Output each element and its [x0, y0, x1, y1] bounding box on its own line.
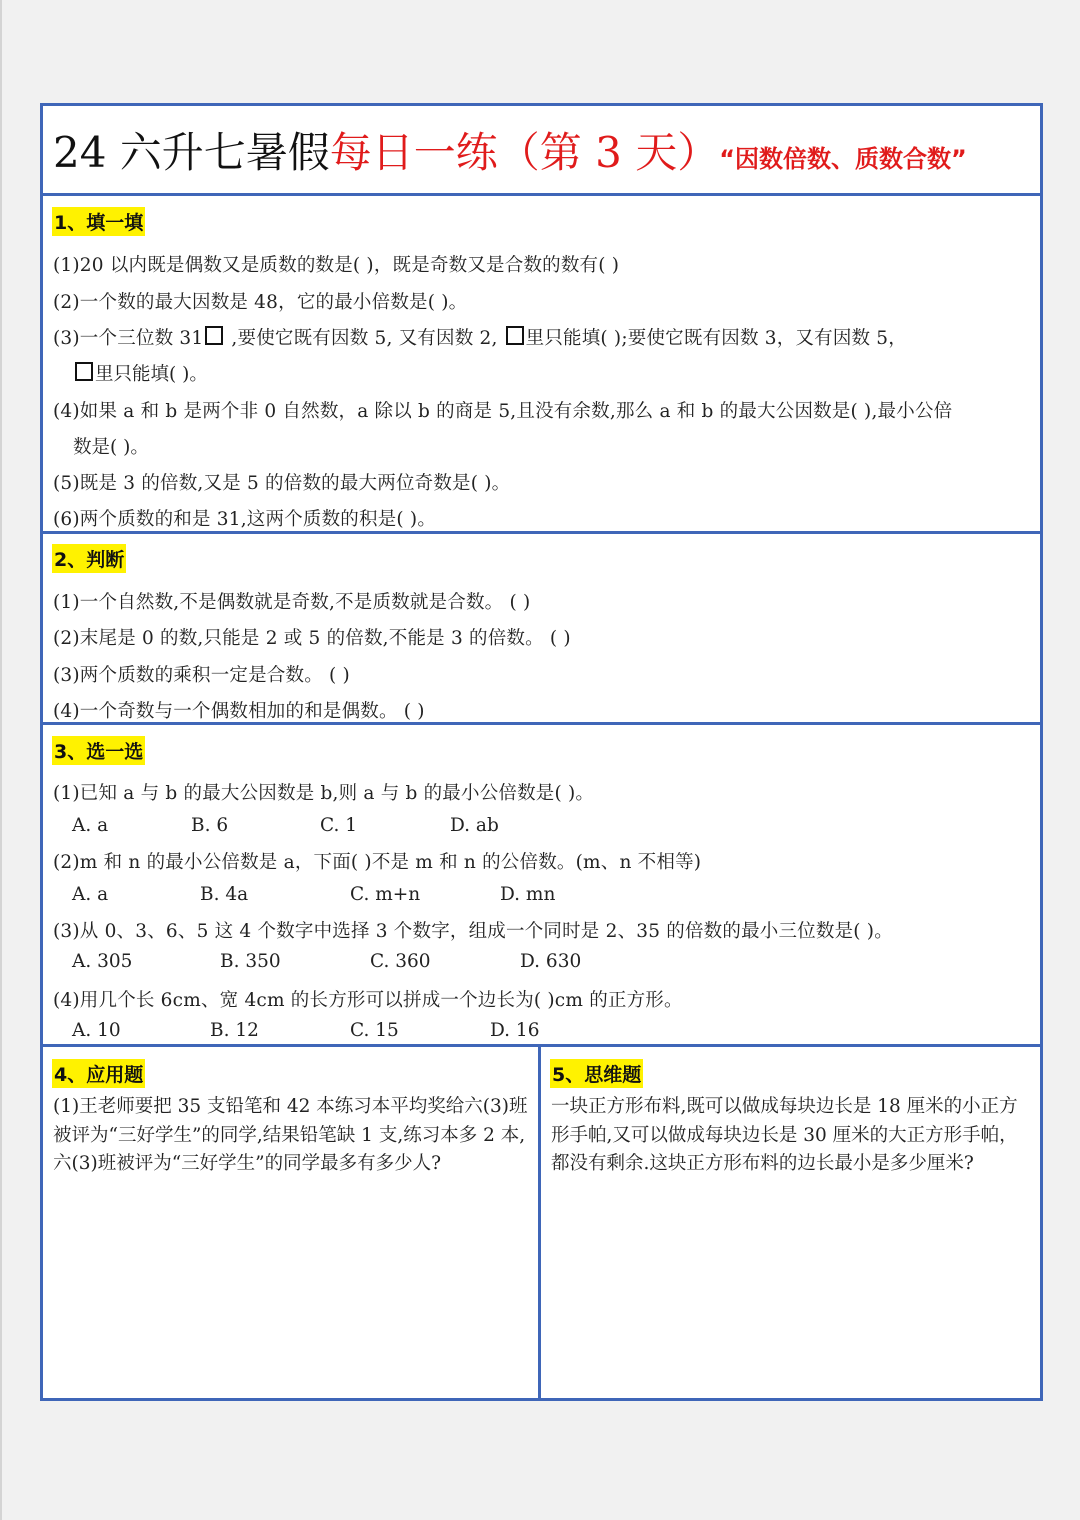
option: D. ab: [450, 815, 499, 836]
option: C. m+n: [350, 884, 421, 905]
worksheet: [40, 103, 1043, 1401]
option: C. 360: [370, 951, 431, 972]
section-heading-4: 4、应用题: [52, 1059, 145, 1088]
title-red: 每日一练（第 3 天）: [329, 128, 720, 177]
divider: [43, 1044, 1040, 1047]
question: (1)已知 a 与 b 的最大公因数是 b,则 a 与 b 的最小公倍数是( )。: [53, 783, 595, 804]
problem-text: (1)王老师要把 35 支铅笔和 42 本练习本平均奖给六(3)班被评为“三好学生”的同学,结果铅笔缺 1 支,练习本多 2 本,六(3)班被评为“三好学生”的同学最多有多少人?: [53, 1096, 528, 1174]
question: 数是( )。: [73, 437, 149, 458]
question: (2)m 和 n 的最小公倍数是 a，下面( )不是 m 和 n 的公倍数。(m、n 不相等): [53, 852, 702, 873]
question: (3)两个质数的乘积一定是合数。 ( ): [53, 665, 350, 686]
divider: [43, 722, 1040, 725]
section-heading-1: 1、填一填: [52, 207, 145, 236]
title-subtitle: “因数倍数、质数合数”: [719, 145, 967, 173]
question: (3)从 0、3、6、5 这 4 个数字中选择 3 个数字，组成一个同时是 2、35 的倍数的最小三位数是( )。: [53, 921, 893, 942]
question: [53, 324, 907, 350]
question-part: 里只能填( )。: [95, 364, 208, 385]
option: D. mn: [500, 884, 556, 905]
question: (2)末尾是 0 的数,只能是 2 或 5 的倍数,不能是 3 的倍数。 ( ): [53, 628, 571, 649]
blank-box-icon: [506, 326, 524, 345]
section-heading-3: 3、选一选: [52, 736, 145, 765]
option: A. 10: [72, 1020, 121, 1041]
option: B. 6: [191, 815, 229, 836]
question: (1)一个自然数,不是偶数就是奇数,不是质数就是合数。 ( ): [53, 592, 531, 613]
section-heading-5: 5、思维题: [550, 1059, 643, 1088]
option: B. 12: [210, 1020, 259, 1041]
question: (2)一个数的最大因数是 48，它的最小倍数是( )。: [53, 292, 468, 313]
option: A. a: [72, 884, 109, 905]
option: D. 16: [490, 1020, 540, 1041]
blank-box-icon: [75, 362, 93, 381]
option: C. 15: [350, 1020, 399, 1041]
option: B. 350: [220, 951, 281, 972]
title-black: 24 六升七暑假: [53, 128, 330, 177]
question: (5)既是 3 的倍数,又是 5 的倍数的最大两位奇数是( )。: [53, 473, 511, 494]
page-edge-line: [0, 0, 2, 1520]
question-part: 里只能填( );要使它既有因数 3，又有因数 5，: [525, 328, 907, 349]
question: (1)20 以内既是偶数又是质数的数是( )，既是奇数又是合数的数有( ): [53, 255, 620, 276]
section-heading-2: 2、判断: [52, 544, 126, 573]
question: (6)两个质数的和是 31,这两个质数的积是( )。: [53, 509, 437, 530]
option: D. 630: [520, 951, 582, 972]
question: [73, 360, 208, 386]
question-part: (3)一个三位数 31: [53, 328, 204, 349]
divider: [43, 193, 1040, 196]
question: (4)用几个长 6cm、宽 4cm 的长方形可以拼成一个边长为( )cm 的正方形。: [53, 990, 683, 1011]
blank-box-icon: [205, 326, 223, 345]
divider: [43, 531, 1040, 534]
question: (4)一个奇数与一个偶数相加的和是偶数。 ( ): [53, 701, 425, 722]
option: C. 1: [320, 815, 358, 836]
question-part: ,要使它既有因数 5, 又有因数 2,: [225, 328, 504, 349]
problem-text: 一块正方形布料,既可以做成每块边长是 18 厘米的小正方形手帕,又可以做成每块边长是 30 厘米的大正方形手帕，都没有剩余.这块正方形布料的边长最小是多少厘米?: [551, 1096, 1018, 1174]
option: B. 4a: [200, 884, 249, 905]
column-divider: [538, 1046, 541, 1401]
option: A. 305: [72, 951, 133, 972]
option: A. a: [72, 815, 109, 836]
worksheet-title: [53, 120, 967, 190]
question: (4)如果 a 和 b 是两个非 0 自然数，a 除以 b 的商是 5,且没有余数,那么 a 和 b 的最大公因数是( ),最小公倍: [53, 401, 953, 422]
